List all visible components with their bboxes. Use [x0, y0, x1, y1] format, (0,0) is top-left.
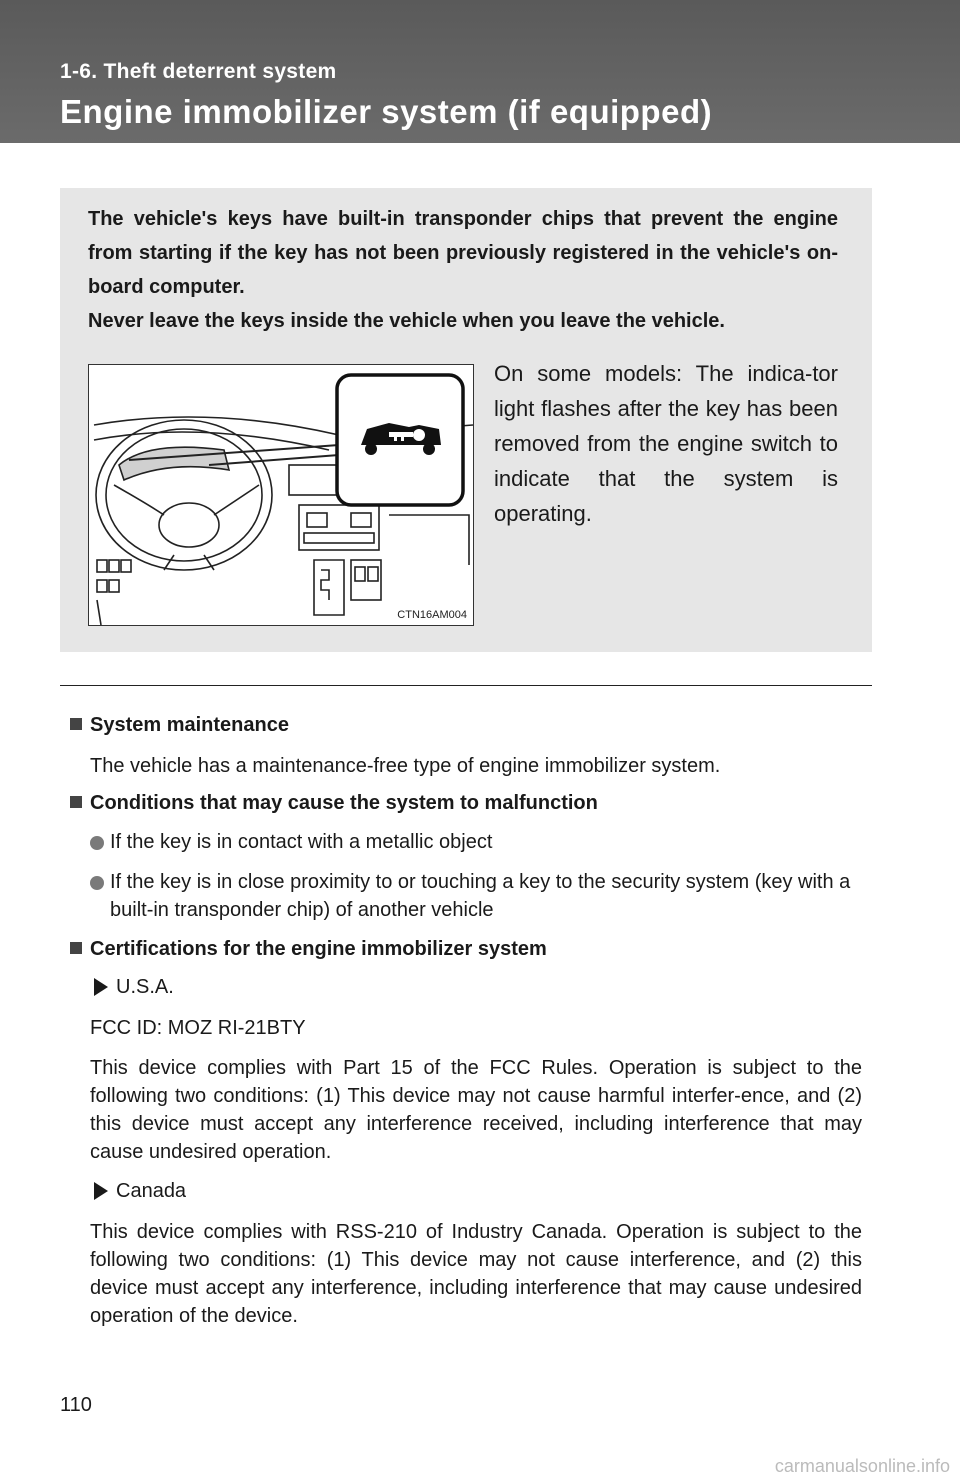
- heading-certifications: [70, 938, 547, 961]
- indicator-callout: On some models: The indica-tor light flashes after the key has been removed from the engine switch to indicate that the system is operating.: [494, 361, 838, 526]
- canada-compliance-text: This device complies with RSS-210 of Industry Canada. Operation is subject to the following two conditions: (1) This device may not cause interference, and (2) this device must accept any interference, including interference that may cause undesired operation of the device.: [90, 1221, 862, 1327]
- divider: [60, 685, 872, 686]
- info-box: [60, 188, 872, 652]
- fcc-id: FCC ID: MOZ RI-21BTY: [90, 1017, 306, 1039]
- page-title: Engine immobilizer system (if equipped): [60, 93, 713, 130]
- region-usa: [94, 976, 174, 999]
- region-label: Canada: [116, 1180, 187, 1202]
- intro-paragraph-2: Never leave the keys inside the vehicle when you leave the vehicle.: [88, 310, 725, 332]
- heading-malfunction: [70, 792, 598, 815]
- region-canada: [94, 1180, 186, 1203]
- heading-system-maintenance: [70, 714, 289, 737]
- arrow-right-icon: [94, 1182, 108, 1200]
- arrow-right-icon: [94, 978, 108, 996]
- bullet-item: [90, 868, 870, 924]
- bullet-text: If the key is in contact with a metallic object: [110, 831, 493, 853]
- square-bullet-icon: [70, 796, 82, 808]
- square-bullet-icon: [70, 718, 82, 730]
- watermark: carmanualsonline.info: [774, 1456, 950, 1476]
- circle-bullet-icon: [90, 836, 104, 850]
- bullet-text: If the key is in close proximity to or touching a key to the security system (key with a built-in transponder chip) of another vehicle: [110, 871, 851, 921]
- circle-bullet-icon: [90, 876, 104, 890]
- region-label: U.S.A.: [116, 976, 174, 998]
- page-number: 110: [60, 1394, 92, 1416]
- chapter-header: [0, 0, 960, 143]
- heading-text: System maintenance: [90, 714, 289, 736]
- heading-text: Certifications for the engine immobilizer system: [90, 938, 547, 960]
- dashboard-illustration: [88, 364, 474, 626]
- dashboard-drawing: [89, 365, 473, 625]
- heading-text: Conditions that may cause the system to malfunction: [90, 792, 598, 814]
- bullet-item: [90, 828, 870, 856]
- maintenance-text: The vehicle has a maintenance-free type of engine immobilizer system.: [90, 755, 721, 777]
- intro-paragraph-1: The vehicle's keys have built-in transponder chips that prevent the engine from starting if the key has not been previously registered in the vehicle's on-board computer.: [88, 208, 838, 298]
- intro-text: [88, 202, 838, 338]
- section-label: 1-6. Theft deterrent system: [60, 60, 337, 83]
- figure-code: CTN16AM004: [397, 609, 467, 621]
- usa-compliance-text: This device complies with Part 15 of the FCC Rules. Operation is subject to the following two conditions: (1) This device may not cause harmful interfer-ence, and (2) this device must accept any interference received, including interference that may cause undesired operation.: [90, 1057, 862, 1163]
- square-bullet-icon: [70, 942, 82, 954]
